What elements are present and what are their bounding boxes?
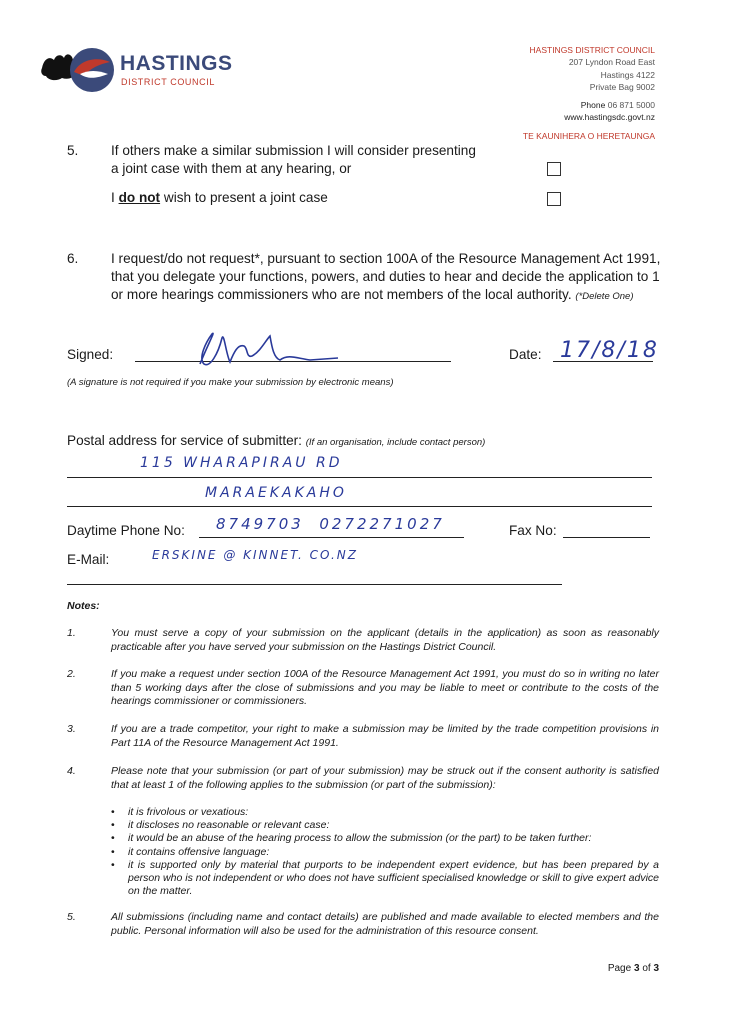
page-label: Page <box>607 963 632 974</box>
phone-value: 06 871 5000 <box>607 100 655 111</box>
q5-opt2-pre: I <box>111 190 115 205</box>
signature-mark <box>188 324 348 374</box>
q5-opt2-post: wish to present a joint case <box>163 190 328 205</box>
list-item: • it is supported only by material that purports to be independent expert evidence, but has been prepared by a person who is not independent or who does not have sufficient specialised knowledge or skill to give expert advice on the matter. <box>111 859 659 899</box>
date-label: Date: <box>509 347 542 362</box>
page-total: 3 <box>653 963 659 974</box>
page-of: of <box>642 963 651 974</box>
postal-line-1 <box>67 477 652 478</box>
phone-label: Phone <box>580 100 606 111</box>
q5-line: a joint case with them at any hearing, or <box>111 161 352 176</box>
note-text: You must serve a copy of your submission on the applicant (details in the application) as soon as reasonably practicable after you have served your submission on the Hastings District Council. <box>111 627 659 653</box>
email-value: ERSKINE @ KINNET. CO.NZ <box>152 548 358 562</box>
email-label: E-Mail: <box>67 552 110 567</box>
no-joint-case-checkbox[interactable] <box>547 192 561 206</box>
fax-label: Fax No: <box>509 523 557 538</box>
postal-label: Postal address for service of submitter: <box>67 433 302 448</box>
q5-number: 5. <box>67 143 79 158</box>
council-contact-block <box>523 44 655 142</box>
strike-out-reasons-list <box>111 806 659 898</box>
note-number: 4. <box>67 765 76 777</box>
note-text: All submissions (including name and contact details) are published and made available to elected members and the public. Personal information will also be used for the administration of this resource consent. <box>111 911 659 937</box>
website: www.hastingsdc.govt.nz <box>564 112 655 123</box>
logo-emblem-icon <box>40 44 120 92</box>
page-current: 3 <box>633 963 640 974</box>
list-item: • it is frivolous or vexatious: <box>111 806 659 819</box>
address-line: Private Bag 9002 <box>589 81 655 92</box>
fax-line <box>563 537 650 538</box>
q6-line: that you delegate your functions, powers, and duties to hear and decide the application to 1 <box>111 269 660 284</box>
postal-label-row <box>67 432 485 452</box>
page-number <box>608 963 659 974</box>
note-number: 1. <box>67 627 76 639</box>
phone-label: Daytime Phone No: <box>67 523 185 538</box>
address-line: Hastings 4122 <box>600 69 655 80</box>
note-text: If you make a request under section 100A of the Resource Management Act 1991, you must do so in writing no later than 5 working days after the close of submissions and you may be liable to meet or contribute to the costs of the hearings commissioner or commissioners. <box>111 668 659 708</box>
q5-text <box>111 142 476 178</box>
note-text: If you are a trade competitor, your right to make a submission may be limited by the trade competition provisions in Part 11A of the Resource Management Act 1991. <box>111 723 659 749</box>
council-logo <box>40 44 240 92</box>
date-value: 17/8/18 <box>560 338 659 363</box>
note-number: 5. <box>67 911 76 923</box>
note-text: Please note that your submission (or part of your submission) may be struck out if the consent authority is satisfied that at least 1 of the following applies to the submission (or part of the submission): <box>111 765 659 791</box>
joint-case-checkbox[interactable] <box>547 162 561 176</box>
postal-note: (If an organisation, include contact person) <box>305 437 486 448</box>
council-name: HASTINGS DISTRICT COUNCIL <box>529 45 655 55</box>
logo-subtitle: DISTRICT COUNCIL <box>121 77 215 87</box>
signed-label: Signed: <box>67 347 114 362</box>
q6-delete-note: (*Delete One) <box>575 291 634 302</box>
note-number: 2. <box>67 668 76 680</box>
q5-option-no-joint <box>111 189 328 207</box>
list-item: • it would be an abuse of the hearing process to allow the submission (or the part) to be taken further: <box>111 832 659 845</box>
note-number: 3. <box>67 723 76 735</box>
signature-note: (A signature is not required if you make your submission by electronic means) <box>67 377 394 388</box>
postal-line-2 <box>67 506 652 507</box>
email-line <box>67 584 562 585</box>
q5-opt2-emphasis: do not <box>118 190 161 205</box>
q6-text <box>111 250 671 306</box>
maori-name: TE KAUNIHERA O HERETAUNGA <box>522 130 655 141</box>
list-item: • it contains offensive language: <box>111 846 659 859</box>
postal-line-2-value: MARAEKAKAHO <box>205 485 347 501</box>
list-item: • it discloses no reasonable or relevant case: <box>111 819 659 832</box>
q5-line: If others make a similar submission I will consider presenting <box>111 143 476 158</box>
phone-value: 8749703 0272271027 <box>216 515 445 533</box>
postal-line-1-value: 115 WHARAPIRAU RD <box>140 455 343 471</box>
q6-line: or more hearings commissioners who are not members of the local authority. <box>111 287 572 302</box>
q6-number: 6. <box>67 251 79 266</box>
q6-line: I request/do not request*, pursuant to section 100A of the Resource Management Act 1991, <box>111 251 661 266</box>
notes-heading: Notes: <box>67 600 100 612</box>
phone-line <box>199 537 464 538</box>
address-line: 207 Lyndon Road East <box>568 57 655 68</box>
logo-name: HASTINGS <box>120 52 233 75</box>
